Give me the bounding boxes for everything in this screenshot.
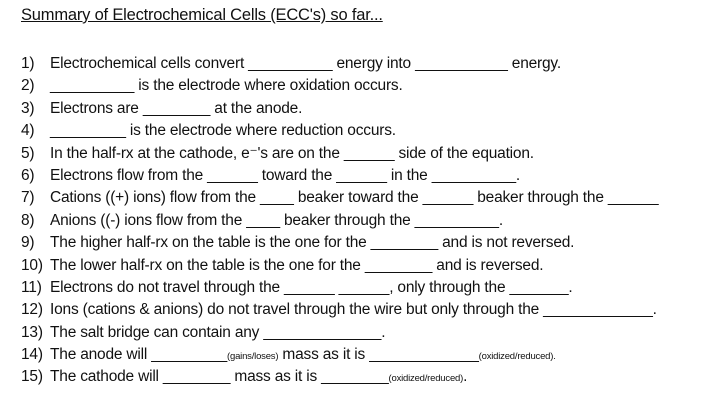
question-list xyxy=(21,53,658,389)
question-number: 3) xyxy=(21,99,35,117)
question-text: Electrons flow from the ______ toward the ______ in the __________. xyxy=(50,166,521,184)
question-text: In the half-rx at the cathode, e⁻'s are on the ______ side of the equation. xyxy=(50,144,534,162)
question-number: 5) xyxy=(21,144,35,162)
question-item xyxy=(21,277,658,299)
hint-text: (oxidized/reduced) xyxy=(388,373,464,385)
question-number: 6) xyxy=(21,166,35,184)
question-item xyxy=(21,75,658,97)
question-number: 2) xyxy=(21,77,35,95)
worksheet-title: Summary of Electrochemical Cells (ECC's) so far... xyxy=(21,6,383,24)
question-item xyxy=(21,299,658,321)
question-text: The salt bridge can contain any ______________. xyxy=(50,323,386,341)
question-text: Anions ((-) ions flow from the ____ beaker through the __________. xyxy=(50,211,503,229)
question-item xyxy=(21,120,658,142)
question-number: 9) xyxy=(21,234,35,252)
question-text: The lower half-rx on the table is the one for the ________ and is reversed. xyxy=(50,256,544,274)
question-item xyxy=(21,143,658,165)
question-number: 8) xyxy=(21,211,35,229)
question-text: _________ is the electrode where reduction occurs. xyxy=(50,122,396,140)
question-text: Cations ((+) ions) flow from the ____ beaker toward the ______ beaker through the ______ xyxy=(50,189,659,207)
question-number: 7) xyxy=(21,189,35,207)
question-item xyxy=(21,187,658,209)
question-text: Electrons are ________ at the anode. xyxy=(50,99,303,117)
question-text: __________ is the electrode where oxidation occurs. xyxy=(50,77,403,95)
question-text: Ions (cations & anions) do not travel through the wire but only through the _____________. xyxy=(50,301,657,319)
question-text: The higher half-rx on the table is the one for the ________ and is not reversed. xyxy=(50,234,575,252)
question-number: 15) xyxy=(21,368,43,386)
question-number: 10) xyxy=(21,256,43,274)
question-number: 11) xyxy=(21,278,42,296)
question-number: 14) xyxy=(21,346,43,364)
question-item xyxy=(21,98,658,120)
question-text: Electrons do not travel through the ______ ______, only through the _______. xyxy=(50,278,573,296)
question-number: 13) xyxy=(21,323,43,341)
question-item xyxy=(21,322,658,344)
hint-text: (gains/loses) xyxy=(227,351,279,363)
question-text: Electrochemical cells convert __________ energy into ___________ energy. xyxy=(50,55,561,72)
question-item xyxy=(21,53,658,75)
question-number: 4) xyxy=(21,122,35,140)
question-item xyxy=(21,344,658,366)
question-item xyxy=(21,165,658,187)
question-text-continued: mass as it is _____________ xyxy=(278,346,479,364)
question-item xyxy=(21,210,658,232)
question-text: The anode will _________ xyxy=(50,346,228,364)
question-text-continued: . xyxy=(463,368,468,386)
question-item xyxy=(21,255,658,277)
hint-text: (oxidized/reduced). xyxy=(478,351,556,363)
question-text: The cathode will ________ mass as it is ________ xyxy=(50,368,389,386)
question-item xyxy=(21,366,658,388)
question-number: 1) xyxy=(21,55,35,72)
question-item xyxy=(21,232,658,254)
question-number: 12) xyxy=(21,301,43,319)
